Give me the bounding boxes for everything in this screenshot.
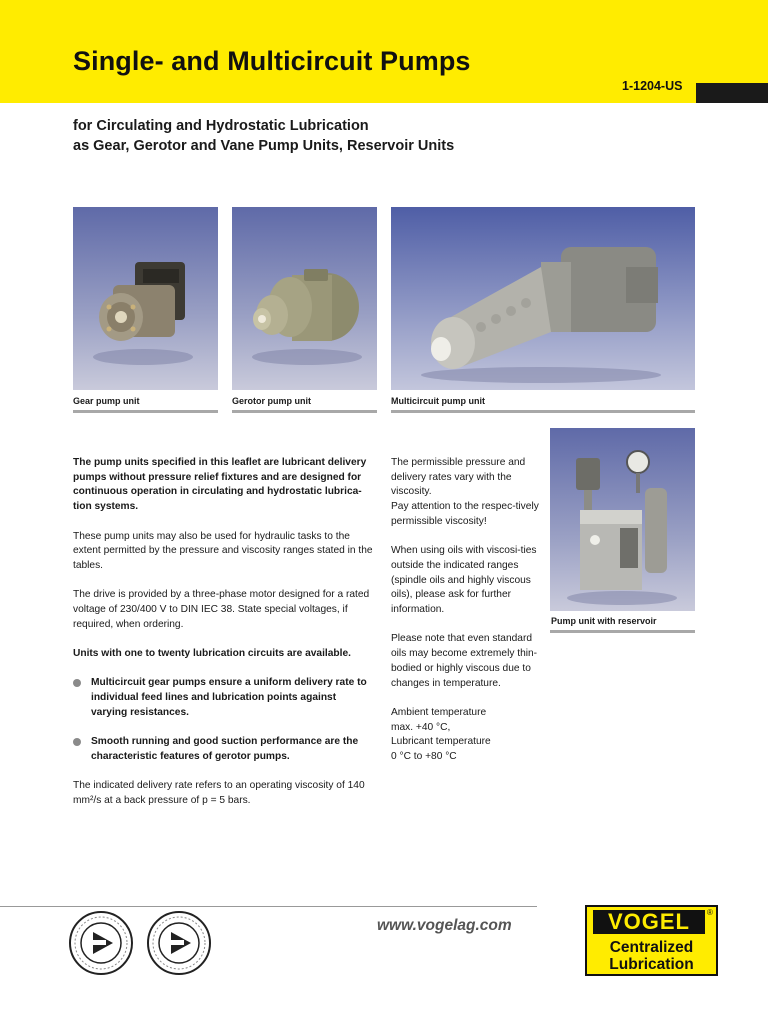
page-title: Single- and Multicircuit Pumps	[73, 46, 471, 76]
caption-rule-reservoir	[550, 630, 695, 633]
vogel-logo	[585, 905, 718, 976]
tagline-lubrication: Lubrication	[609, 956, 694, 973]
tagline-centralized: Centralized	[609, 939, 694, 956]
delivery-rate-paragraph: The indicated delivery rate refers to an operating viscosity of 140 mm²/s at a back pressure of p = 5 bars.	[73, 780, 365, 807]
multicircuit-pump-photo	[391, 207, 695, 390]
subtitle-line-2: as Gear, Gerotor and Vane Pump Units, Reservoir Units	[73, 138, 455, 154]
oils-paragraph: When using oils with viscosi-ties outside the indicated ranges (spindle oils and highly viscous oils), please ask for further information.	[391, 545, 537, 616]
gear-pump-photo	[73, 207, 218, 390]
bullet-gear-pumps	[73, 676, 375, 720]
drive-paragraph: The drive is provided by a three-phase motor designed for a rated voltage of 230/400 V to DIN IEC 38. State special voltages, if required, when ordering.	[73, 589, 370, 630]
bullet-gerotor-pumps-text: Smooth running and good suction performance are the characteristic features of gerotor pumps.	[91, 736, 359, 762]
caption-reservoir-pump: Pump unit with reservoir	[551, 616, 657, 626]
bullet-gear-pumps-text: Multicircuit gear pumps ensure a uniform delivery rate to individual feed lines and lubrication points against varying resistances.	[91, 677, 367, 718]
footer-rule	[0, 906, 537, 907]
left-column	[73, 456, 375, 823]
document-code: 1-1204-US	[622, 79, 683, 93]
subtitle	[73, 116, 454, 156]
website-link[interactable]: www.vogelag.com	[377, 917, 512, 934]
caption-gerotor-pump: Gerotor pump unit	[232, 396, 311, 406]
ambient-temperature-label: Ambient temperature	[391, 706, 487, 718]
bullet-icon	[73, 679, 81, 687]
bullet-icon	[73, 738, 81, 746]
vogel-brand: VOGEL	[593, 910, 705, 934]
reservoir-pump-photo	[550, 428, 695, 611]
lubricant-temperature-value: 0 °C to +80 °C	[391, 751, 457, 763]
caption-rule-gear	[73, 410, 218, 413]
bullet-gerotor-pumps	[73, 735, 375, 764]
registered-mark: ®	[707, 908, 713, 917]
pressure-paragraph: The permissible pressure and delivery rates vary with the viscosity.	[391, 457, 526, 498]
document-code-bar	[696, 83, 768, 103]
lubricant-temperature-label: Lubricant temperature	[391, 736, 491, 748]
caption-rule-multicircuit	[391, 410, 695, 413]
gerotor-pump-photo	[232, 207, 377, 390]
caption-gear-pump: Gear pump unit	[73, 396, 140, 406]
subtitle-line-1: for Circulating and Hydrostatic Lubrication	[73, 118, 369, 134]
intro-paragraph: The pump units specified in this leaflet are lubricant delivery pumps without pressure relief fixtures and are designed for continuous operation in circulating and hydrostatic lubrica-tion systems.	[73, 457, 367, 513]
caption-rule-gerotor	[232, 410, 377, 413]
temperature-note: Please note that even standard oils may become extremely thin-bodied or highly viscous due to changes in temperature.	[391, 633, 538, 689]
right-column	[391, 456, 543, 765]
hydraulic-paragraph: These pump units may also be used for hydraulic tasks to the extent permitted by the pressure and viscosity ranges stated in the tables.	[73, 530, 373, 571]
caption-multicircuit-pump: Multicircuit pump unit	[391, 396, 485, 406]
quality-management-seal	[68, 910, 134, 981]
ambient-temperature-value: max. +40 °C,	[391, 721, 451, 733]
environmental-management-seal	[146, 910, 212, 981]
circuits-paragraph: Units with one to twenty lubrication circuits are available.	[73, 648, 351, 660]
viscosity-note: Pay attention to the respec-tively permissible viscosity!	[391, 501, 539, 527]
